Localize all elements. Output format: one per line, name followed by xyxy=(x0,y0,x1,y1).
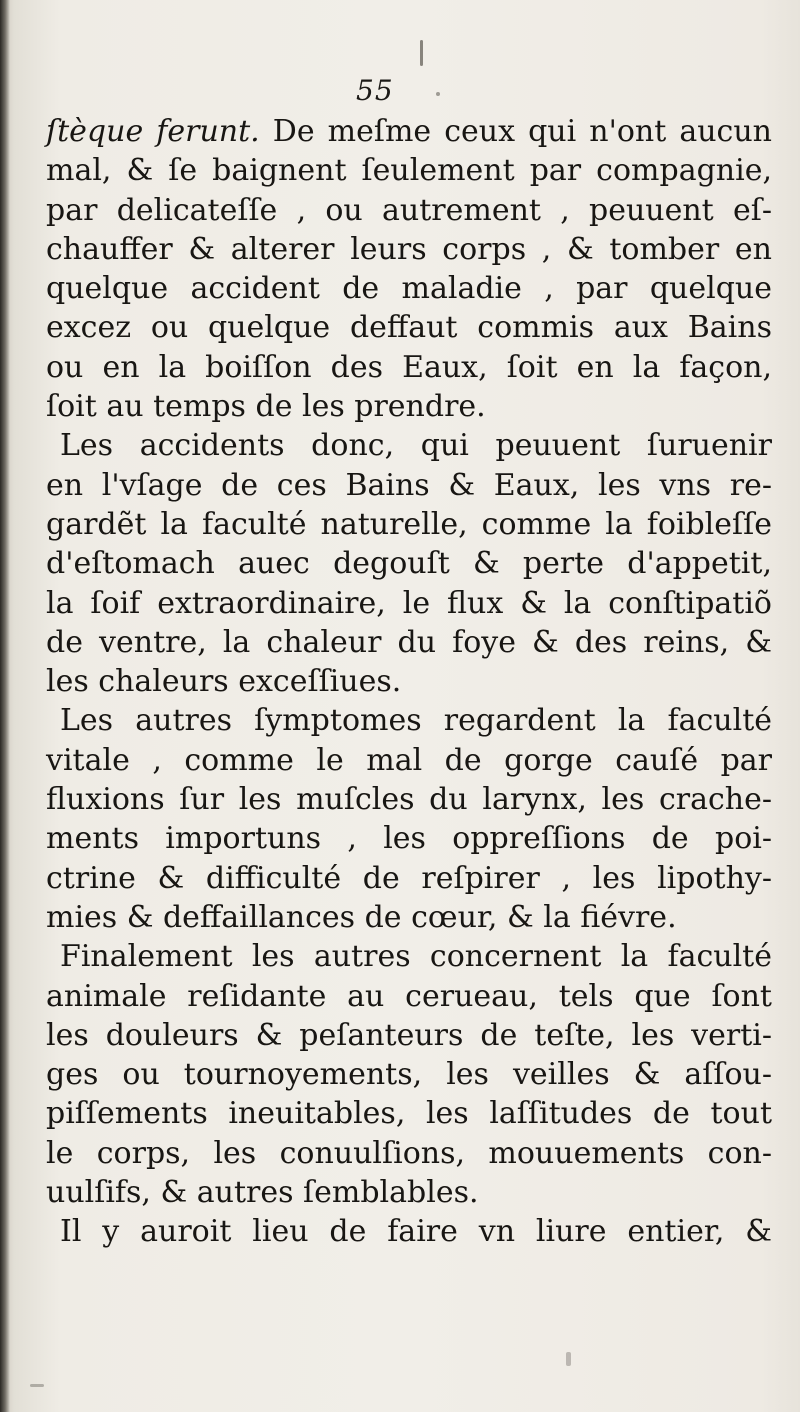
text-line-6: excez ou quelque deffaut commis aux Bains xyxy=(46,310,772,346)
text-line-8: ſoit au temps de les prendre. xyxy=(46,389,486,425)
text-line-17: vitale , comme le mal de gorge cauſé par xyxy=(46,742,772,778)
text-line-16: Les autres ſymptomes regardent la faculté xyxy=(60,703,772,739)
text-line-9: Les accidents donc, qui peuuent ſuruenir xyxy=(60,428,772,464)
body-text xyxy=(46,112,772,1252)
text-line-24: les douleurs & peſanteurs de teſte, les verti- xyxy=(46,1017,772,1053)
text-line-21: mies & deffaillances de cœur, & la fiévre. xyxy=(46,899,677,935)
text-line-29: Il y auroit lieu de faire vn liure entier, & xyxy=(60,1214,772,1250)
text-line-27: le corps, les conuulſions, mouuements con- xyxy=(46,1135,772,1171)
binding-gutter-shadow xyxy=(0,0,10,1412)
text-line-14: de ventre, la chaleur du foye & des reins, & xyxy=(46,624,772,660)
text-line-1-body: De meſme ceux qui n'ont aucun xyxy=(259,114,772,149)
text-line-13: la ſoif extraordinaire, le flux & la conſtipatiõ xyxy=(46,585,772,621)
text-line-1 xyxy=(46,112,772,151)
text-line-28: uulſifs, & autres ſemblables. xyxy=(46,1175,479,1211)
ink-speck xyxy=(436,92,440,96)
text-line-11: gardẽt la faculté naturelle, comme la foibleſſe xyxy=(46,506,772,542)
ink-speck xyxy=(566,1352,571,1366)
text-line-18: fluxions ſur les muſcles du larynx, les crache- xyxy=(46,782,772,818)
latin-fragment: ſtèque ferunt. xyxy=(46,114,260,149)
text-line-3: par delicateſſe , ou autrement , peuuent eſ- xyxy=(46,192,772,228)
text-line-25: ges ou tournoyements, les veilles & aſſou- xyxy=(46,1057,772,1093)
text-line-26: piſſements ineuitables, les laſſitudes de tout xyxy=(46,1096,772,1132)
text-line-5: quelque accident de maladie , par quelque xyxy=(46,271,772,307)
text-line-2: mal, & ſe baignent ſeulement par compagnie, xyxy=(46,153,772,189)
ink-speck xyxy=(30,1384,44,1387)
text-line-10: en l'vſage de ces Bains & Eaux, les vns re- xyxy=(46,467,772,503)
text-line-15: les chaleurs exceſſiues. xyxy=(46,664,402,700)
text-line-12: d'eſtomach auec degouſt & perte d'appetit, xyxy=(46,546,772,582)
text-line-22: Finalement les autres concernent la faculté xyxy=(60,939,772,975)
text-line-4: chauffer & alterer leurs corps , & tomber en xyxy=(46,231,772,267)
ink-speck xyxy=(420,40,423,66)
text-line-23: animale reſidante au cerueau, tels que ſont xyxy=(46,978,772,1014)
text-line-20: ctrine & difficulté de reſpirer , les lipothy- xyxy=(46,860,772,896)
page-number: 55 xyxy=(356,74,394,107)
text-line-19: ments importuns , les oppreſſions de poi- xyxy=(46,821,772,857)
text-line-7: ou en la boiſſon des Eaux, ſoit en la façon, xyxy=(46,349,772,385)
